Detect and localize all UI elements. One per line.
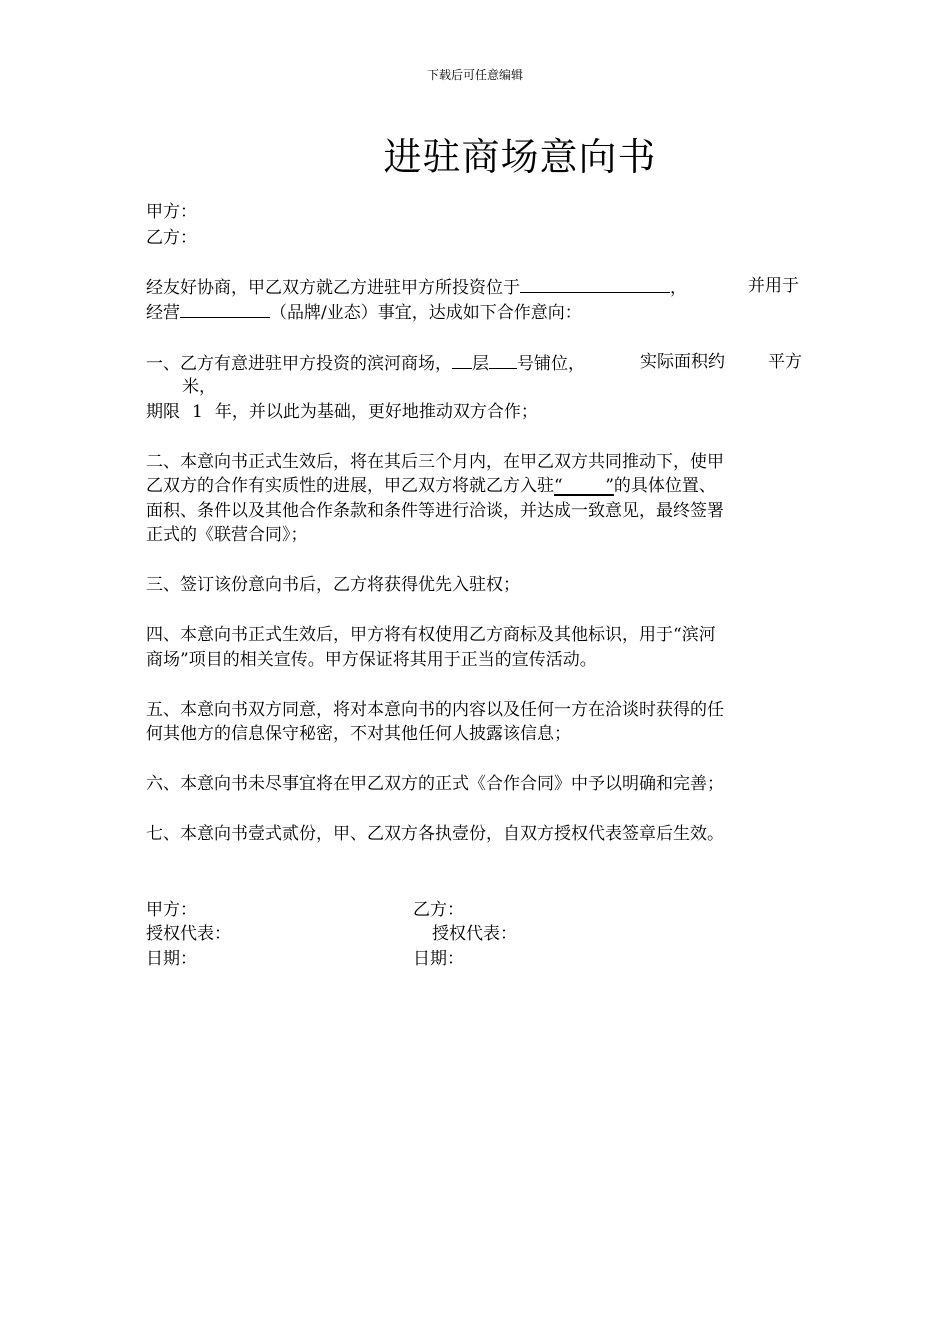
party-b-label: 乙方： [146,228,197,248]
brand-blank [180,299,270,318]
intro-line-2 [146,299,582,325]
clause-2-text-c: 的具体位置、 [613,476,716,496]
clause-2-text-a: 乙双方的合作有实质性的进展，甲乙双方将就乙方入驻 [146,476,554,496]
clause-3: 三、签订该份意向书后，乙方将获得优先入驻权； [146,575,520,595]
clause-5-line-2: 何其他方的信息保守秘密，不对其他任何人披露该信息； [146,724,571,744]
term-value: 1 [192,402,203,422]
square-label: 平方 [768,352,802,372]
signature-date-a: 日期： [146,949,197,969]
clause-4-line-1: 四、本意向书正式生效后，甲方将有权使用乙方商标及其他标识，用于“滨河 [146,625,716,645]
shop-number-blank [489,350,517,369]
clause-1-text: 一、乙方有意进驻甲方投资的滨河商场， [146,354,452,374]
clause-1-line-1 [146,350,585,376]
clause-2-line-1: 二、本意向书正式生效后，将在其后三个月内，在甲乙双方共同推动下，使甲 [146,452,724,472]
intro-line-1 [146,274,687,300]
signature-rep-a: 授权代表： [146,924,231,944]
intro-comma: ， [670,278,687,298]
intro-text-2: （品牌/业态）事宜，达成如下合作意向： [270,303,582,323]
clause-5-line-1: 五、本意向书双方同意，将对本意向书的内容以及任何一方在洽谈时获得的任 [146,700,724,720]
intro-business: 经营 [146,303,180,323]
clause-2-line-2 [146,474,716,498]
floor-label: 层 [472,354,489,374]
brand-name-blank: “_____” [554,476,614,496]
clause-7: 七、本意向书壹式贰份，甲、乙双方各执壹份，自双方授权代表签章后生效。 [146,824,724,844]
clause-2-line-3: 面积、条件以及其他合作条款和条件等进行洽谈，并达成一致意见，最终签署 [146,501,724,521]
signature-party-a: 甲方： [146,900,197,920]
intro-text-1: 经友好协商，甲乙双方就乙方进驻甲方所投资位于 [146,278,520,298]
party-a-label: 甲方： [146,202,197,222]
clause-1-line-3 [146,400,538,424]
clause-6: 六、本意向书未尽事宜将在甲乙双方的正式《合作合同》中予以明确和完善； [146,774,724,794]
clause-4-line-2: 商场”项目的相关宣传。甲方保证将其用于正当的宣传活动。 [146,650,597,670]
location-blank [520,274,670,293]
term-text: 年，并以此为基础，更好地推动双方合作； [214,402,538,422]
term-label: 期限 [146,402,180,422]
area-label: 实际面积约 [640,352,725,372]
signature-date-b: 日期： [413,949,464,969]
signature-party-b: 乙方： [413,900,464,920]
clause-2-line-4: 正式的《联营合同》； [146,525,308,545]
signature-rep-b: 授权代表： [432,924,517,944]
intro-and-used-for: 并用于 [748,276,799,296]
shop-label: 号铺位， [517,354,585,374]
page-header-note: 下载后可任意编辑 [426,68,523,82]
document-title: 进驻商场意向书 [383,135,657,179]
meter-label: 米， [182,377,216,397]
floor-blank [452,350,472,369]
